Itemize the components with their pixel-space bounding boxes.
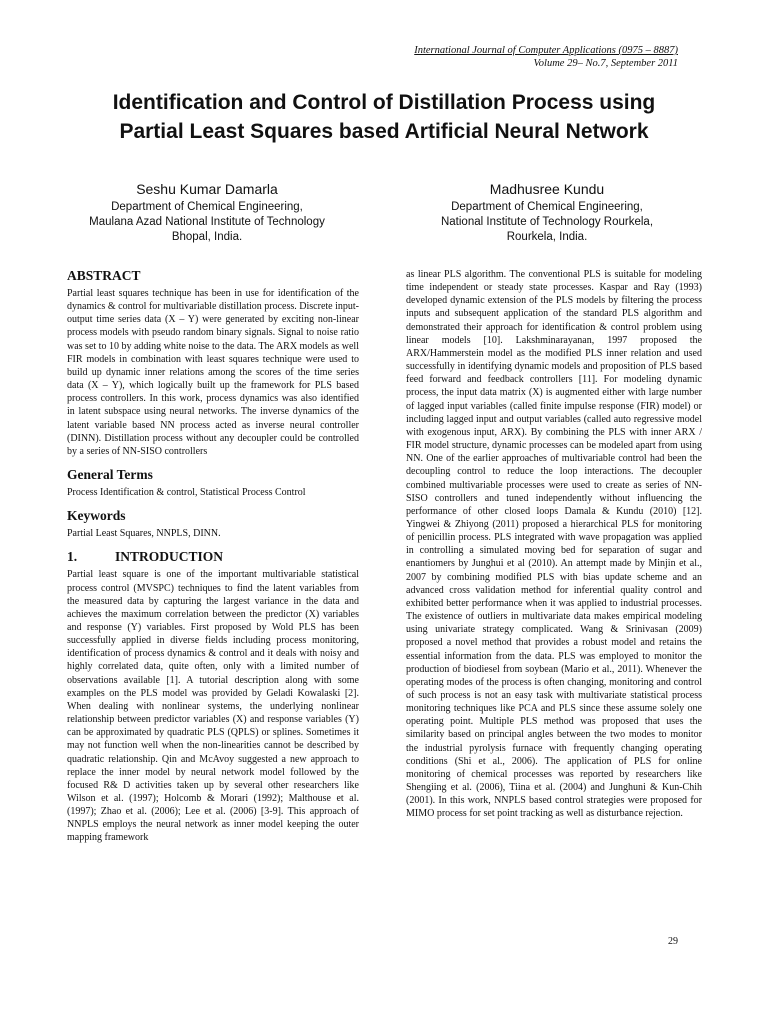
section-number: 1. <box>67 549 78 565</box>
left-column <box>67 268 359 845</box>
introduction-heading <box>67 549 359 565</box>
introduction-text: Partial least square is one of the important multivariable statistical process control (MVSPC) techniques to find the latent variables from the measured data by capturing the largest variance in the data and achieves the maximum correlation between the predictor (X) variables and response (Y) variables. First proposed by Wold PLS has been successfully applied in diverse fields including process monitoring, identification of process dynamics & control and it deals with noisy and highly correlated data, quite often, only with a limited number of observations available [1]. A tutorial description along with some examples on the PLS model was provided by Geladi Kowalaski [2]. When dealing with nonlinear systems, the underlying nonlinear relationship between predictor variables (X) and response variables (Y) can be approximated by quadratic PLS (QPLS) or splines. Sometimes it may not function well when the non-linearities cannot be described by quadratic relationship. Qin and McAvoy suggested a new approach to replace the inner model by neural network model followed by the focused R& D activities taken up by several other researchers like Wilson et al. (1997); Holcomb & Morari (1992); Malthouse et al. (1997); Zhao et al. (2006); Lee et al. (2006) [3-9]. This approach of NNPLS employs the neural network as inner model keeping the outer mapping framework <box>67 569 359 844</box>
author-name: Madhusree Kundu <box>489 181 605 197</box>
paper-title <box>40 88 728 146</box>
title-line-1: Identification and Control of Distillation Process using <box>112 91 656 114</box>
keywords-heading: Keywords <box>67 508 126 524</box>
general-terms-heading: General Terms <box>67 467 153 483</box>
introduction-text-continued: as linear PLS algorithm. The conventional PLS is suitable for modeling time independent or steady state processes. Kaspar and Ray (1993) developed dynamic extension of the PLS models by filtering the process inputs and subsequent application of the standard PLS algorithm and demonstrated their approach for identification & control problem using linear models [10]. Lakshminarayanan, 1997 proposed the ARX/Hammerstein model as the modified PLS inner relation and used successfully in identifying dynamic models and proposition of PLS based feed forward and feedback controllers [11]. For modeling dynamic process, the input data matrix (X) is augmented either with large number of lagged input variables (called finite impulse response (FIR) model) or including lagged input and output variables (called auto regressive model with exogenous input, ARX). By combining the PLS with inner ARX / FIR model structure, dynamic processes can be modeled apart from using NN. One of the earlier approaches of multivariable control had been the decoupling control to reduce the loop interactions. The decoupler combined multivariable processes were used to create as series of NN-SISO controllers and tuned independently without influencing the performance of other closed loops Damala & Kundu (2010) [12]. Yingwei & Zhiyong (2011) proposed a hierarchical PLS for monitoring of penicillin process. PLS integrated with wave propagation was applied in controlling a simulated moving bed for separation of sugar and enantiomers by Junghui et al (2010). An attempt made by Minjin et al., 2007 by combining modified PLS with bias update scheme and an advanced cross validation method for inferential quality control and exhibited better performance when it was applied to industrial processes. The existence of outliers in multivariate data makes empirical modeling using univariate strategy complicated. Wang & Srinivasan (2009) proposed a novel method that provides a robust model and retains the essential information from the data. PLS was employed to monitor the production of biodiesel from soybean (Mario et al., 2011). Whenever the operating modes of the process is often changing, monitoring and control of such process is not an easy task with multivariate statistical process monitoring techniques like PCA and PLS since these assume solely one operating point. Multiple PLS method was proposed that uses the similarity based on principal angles between the two modes to monitor the industrial pyrolysis furnace with frequently changing operating conditions (Shi et al., 2006). The application of PLS for online monitoring of chemical processes was reported by researchers like Shengiing et al. (2006), Tiina et al. (2004) and Junghuni & Kun-Chih (2001). In this work, NNPLS based control strategies were proposed for MIMO process for set point tracking as well as disturbance rejection. <box>406 269 702 820</box>
journal-name: International Journal of Computer Applications (0975 – 8887) <box>414 45 678 56</box>
running-head <box>414 44 678 70</box>
author-1 <box>42 180 372 245</box>
title-line-2: Partial Least Squares based Artificial Neural Network <box>119 120 649 143</box>
journal-volume: Volume 29– No.7, September 2011 <box>533 58 678 69</box>
author-2 <box>382 180 712 245</box>
section-title: INTRODUCTION <box>115 549 224 565</box>
author-name: Seshu Kumar Damarla <box>136 181 278 197</box>
abstract-heading: ABSTRACT <box>67 268 141 283</box>
general-terms-text: Process Identification & control, Statistical Process Control <box>67 487 306 499</box>
abstract-text: Partial least squares technique has been in use for identification of the dynamics & control for multivariable distillation process. Discrete input-output time series data (X – Y) were generated by exciting non-linear process models with pseudo random binary signals. Signal to noise ratio was set to 10 by adding white noise to the data. The ARX models as well FIR models in combination with least squares technique were used to build up dynamic inner relations among the scores of the time series data (X – Y), which logically built up the framework for PLS based process controllers. In this work, process dynamics was also identified in latent subspace using neural networks. The inverse dynamics of the latent variable based NN process acted as inverse neural controller (DINN). Distillation process without any decoupler could be controlled by a series of NN-SISO controllers <box>67 288 359 457</box>
author-affiliation-dept: Department of Chemical Engineering, <box>451 201 643 213</box>
author-affiliation-dept: Department of Chemical Engineering, <box>111 201 303 213</box>
author-affiliation-location: Rourkela, India. <box>506 231 588 243</box>
author-affiliation-institute: Maulana Azad National Institute of Technology <box>89 216 325 228</box>
page-number: 29 <box>668 936 678 947</box>
author-affiliation-location: Bhopal, India. <box>171 231 243 243</box>
keywords-text: Partial Least Squares, NNPLS, DINN. <box>67 528 221 540</box>
author-affiliation-institute: National Institute of Technology Rourkela, <box>440 216 654 228</box>
right-column <box>406 268 702 821</box>
